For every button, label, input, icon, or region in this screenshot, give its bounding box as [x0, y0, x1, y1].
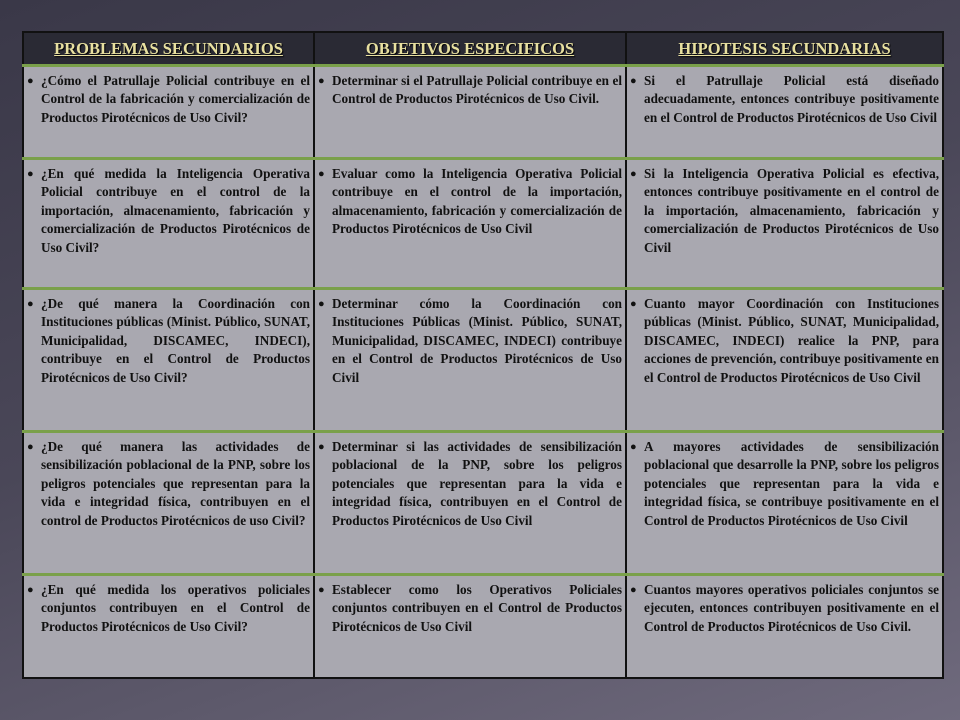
header-hipotesis: HIPOTESIS SECUNDARIAS [626, 32, 943, 66]
objective-cell: ● Determinar cómo la Coordinación con Instituciones Públicas (Minist. Público, SUNAT, Municipalidad, DISCAMEC, INDECI) contribuye en el Control de Productos Pirotécnicos de Uso Civil [314, 289, 626, 432]
problem-cell: ● ¿En qué medida la Inteligencia Operativa Policial contribuye en el control de la importación, almacenamiento, fabricación y comercialización de Productos Pirotécnicos de Uso Civil? [23, 159, 314, 289]
problem-cell: ● ¿En qué medida los operativos policiales conjuntos contribuyen en el Control de Productos Pirotécnicos de Uso Civil? [23, 575, 314, 679]
objective-cell: ● Establecer como los Operativos Policiales conjuntos contribuyen en el Control de Productos Pirotécnicos de Uso Civil [314, 575, 626, 679]
hypothesis-cell: ● Cuantos mayores operativos policiales conjuntos se ejecuten, entonces contribuyen positivamente en el Control de Productos Pirotécnicos de Uso Civil. [626, 575, 943, 679]
header-objetivos: OBJETIVOS ESPECIFICOS [314, 32, 626, 66]
consistency-matrix-table [22, 31, 944, 679]
problem-cell: ● ¿De qué manera las actividades de sensibilización poblacional de la PNP, sobre los peligros potenciales que representan para la vida e integridad física, contribuyen en el control de Productos Pirotécnicos de uso Civil? [23, 432, 314, 575]
bullet-icon: ● [27, 441, 34, 453]
bullet-icon: ● [318, 441, 325, 453]
bullet-icon: ● [318, 298, 325, 310]
bullet-icon: ● [27, 298, 34, 310]
bullet-icon: ● [630, 168, 637, 180]
bullet-icon: ● [27, 75, 34, 87]
hypothesis-cell: ● Si el Patrullaje Policial está diseñado adecuadamente, entonces contribuye positivamente en el Control de Productos Pirotécnicos de Uso Civil [626, 66, 943, 159]
header-problemas: PROBLEMAS SECUNDARIOS [23, 32, 314, 66]
bullet-icon: ● [630, 584, 637, 596]
table-row [23, 575, 943, 679]
table-row [23, 159, 943, 289]
bullet-icon: ● [318, 584, 325, 596]
hypothesis-cell: ● Cuanto mayor Coordinación con Instituciones públicas (Minist. Público, SUNAT, Municipalidad, DISCAMEC, INDECI) realice la PNP, para acciones de prevención, contribuye positivamente en el Control de Productos Pirotécnicos de Uso Civil [626, 289, 943, 432]
bullet-icon: ● [630, 441, 637, 453]
bullet-icon: ● [27, 584, 34, 596]
table-row [23, 289, 943, 432]
objective-cell: ● Determinar si el Patrullaje Policial contribuye en el Control de Productos Pirotécnicos de Uso Civil. [314, 66, 626, 159]
table-row [23, 66, 943, 159]
hypothesis-cell: ● A mayores actividades de sensibilización poblacional que desarrolle la PNP, sobre los peligros potenciales que representan para la vida e integridad física, se contribuye positivamente en el Control de Productos Pirotécnicos de Uso Civil [626, 432, 943, 575]
hypothesis-cell: ● Si la Inteligencia Operativa Policial es efectiva, entonces contribuye positivamente en el control de la importación, almacenamiento, fabricación y comercialización de Productos Pirotécnicos de Uso Civil [626, 159, 943, 289]
bullet-icon: ● [27, 168, 34, 180]
bullet-icon: ● [318, 75, 325, 87]
bullet-icon: ● [630, 75, 637, 87]
bullet-icon: ● [630, 298, 637, 310]
header-row [23, 32, 943, 66]
objective-cell: ● Determinar si las actividades de sensibilización poblacional de la PNP, sobre los peligros potenciales que representan para la vida e integridad física, contribuyen en el Control de Productos Pirotécnicos de Uso Civil [314, 432, 626, 575]
objective-cell: ● Evaluar como la Inteligencia Operativa Policial contribuye en el control de la importación, almacenamiento, fabricación y comercialización de Productos Pirotécnicos de Uso Civil [314, 159, 626, 289]
problem-cell: ● ¿Cómo el Patrullaje Policial contribuye en el Control de la fabricación y comercialización de Productos Pirotécnicos de Uso Civil? [23, 66, 314, 159]
bullet-icon: ● [318, 168, 325, 180]
problem-cell: ● ¿De qué manera la Coordinación con Instituciones públicas (Minist. Público, SUNAT, Municipalidad, DISCAMEC, INDECI), contribuye en el Control de Productos Pirotécnicos de Uso Civil? [23, 289, 314, 432]
table-row [23, 432, 943, 575]
